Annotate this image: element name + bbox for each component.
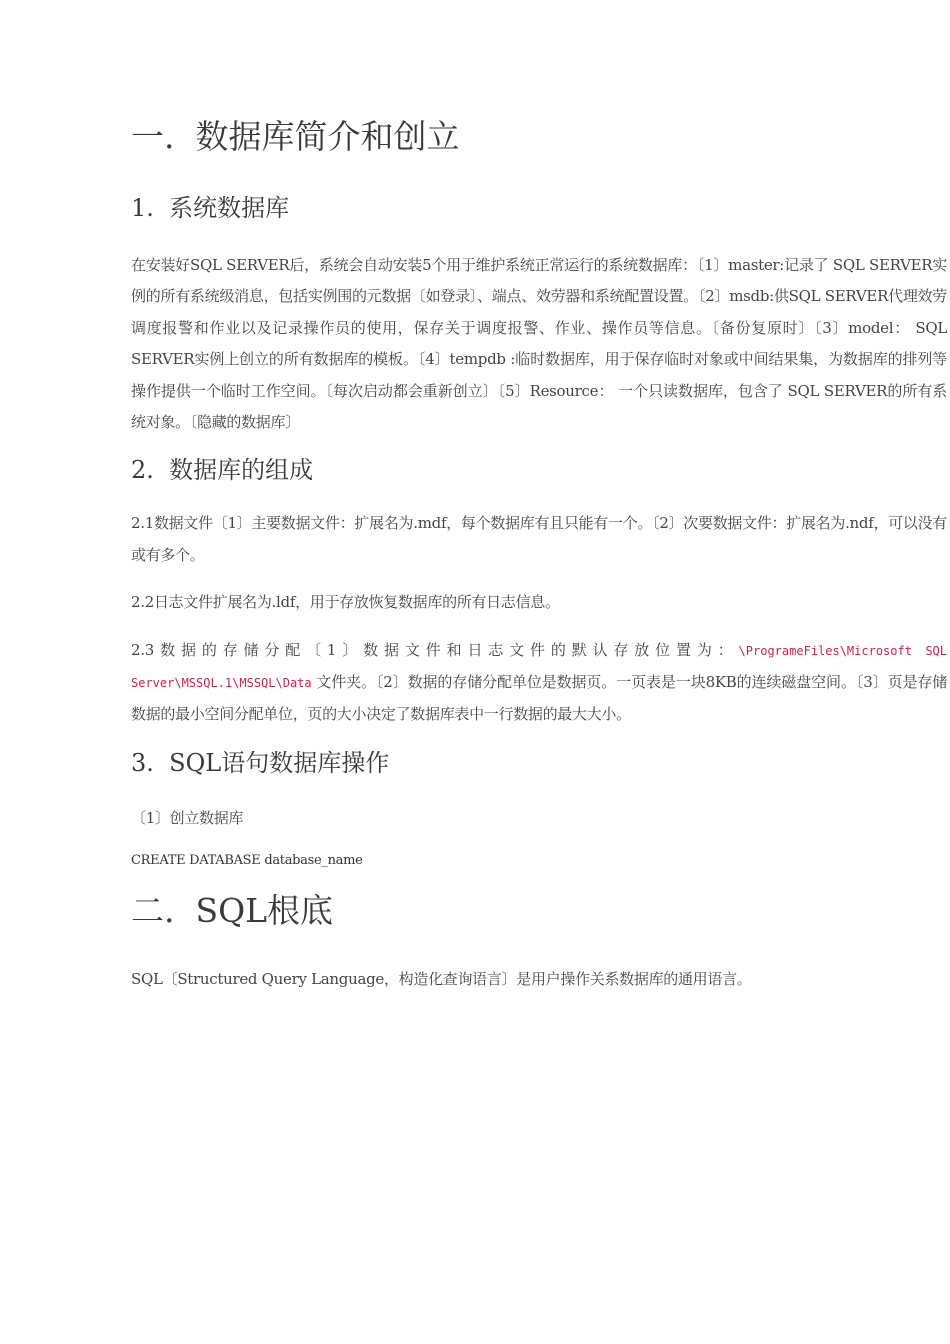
section-title: 数据库简介和创立 (195, 117, 460, 156)
log-files-paragraph: 2.2日志文件扩展名为.ldf，用于存放恢复数据库的所有日志信息。 (131, 593, 560, 612)
storage-text-a: 2.3数据的存储分配〔1〕数据文件和日志文件的默认存放位置为： (131, 640, 739, 659)
section-heading-2 (131, 884, 947, 938)
create-database-code: CREATE DATABASE database_name (131, 853, 363, 869)
subsection-heading-1-2 (131, 450, 947, 490)
subsection-title: SQL语句数据库操作 (169, 748, 390, 777)
default-path: \ProgrameFiles\Microsoft SQL Server\MSSQL.1\MSSQL\Data (131, 643, 947, 691)
subsection-heading-1-3 (131, 743, 947, 783)
storage-text-b: 文件夹。〔2〕数据的存储分配单位是数据页。一页表是一块8KB的连续磁盘空间。〔3〕页是存储数据的最小空间分配单位，页的大小决定了数据库表中一行数据的最大大小。 (131, 673, 947, 724)
section-number: 二. (131, 891, 175, 931)
system-databases-paragraph: 在安装好SQL SERVER后，系统会自动安装5个用于维护系统正常运行的系统数据库：〔1〕master:记录了 SQL SERVER实例的所有系统级消息，包括实例围的元数据〔如登录〕、端点、效劳器和系统配置设置。〔2〕msdb:供SQL SERVER代理效劳调度报警和作业以及记录操作员的使用，保存关于调度报警、作业、操作员等信息。〔备份复原时〕〔3〕model： SQL SERVER实例上创立的所有数据库的模板。〔4〕tempdb :临时数据库，用于保存临时对象或中间结果集，为数据库的排列等操作提供一个临时工作空间。〔每次启动都会重新创立〕〔5〕Resource： 一个只读数据库，包含了 SQL SERVER的所有系统对象。〔隐藏的数据库〕 (131, 256, 947, 432)
storage-allocation-paragraph (131, 635, 947, 731)
section-number: 一. (131, 117, 175, 156)
subsection-number: 3. (131, 748, 154, 777)
sql-intro-paragraph: SQL〔Structured Query Language，构造化查询语言〕是用户操作关系数据库的通用语言。 (131, 970, 752, 989)
data-files-paragraph: 2.1数据文件〔1〕主要数据文件：扩展名为.mdf，每个数据库有且只能有一个。〔2〕次要数据文件：扩展名为.ndf，可以没有或有多个。 (131, 514, 947, 564)
subsection-number: 2. (131, 456, 154, 485)
section-heading-1 (131, 110, 947, 164)
document-content (131, 110, 947, 996)
subsection-title: 数据库的组成 (169, 456, 314, 485)
subsection-heading-1-1 (131, 188, 947, 228)
subsection-title: 系统数据库 (169, 194, 290, 222)
subsection-number: 1. (131, 194, 154, 222)
create-database-item: 〔1〕创立数据库 (131, 808, 244, 827)
section-title: SQL根底 (195, 891, 334, 931)
